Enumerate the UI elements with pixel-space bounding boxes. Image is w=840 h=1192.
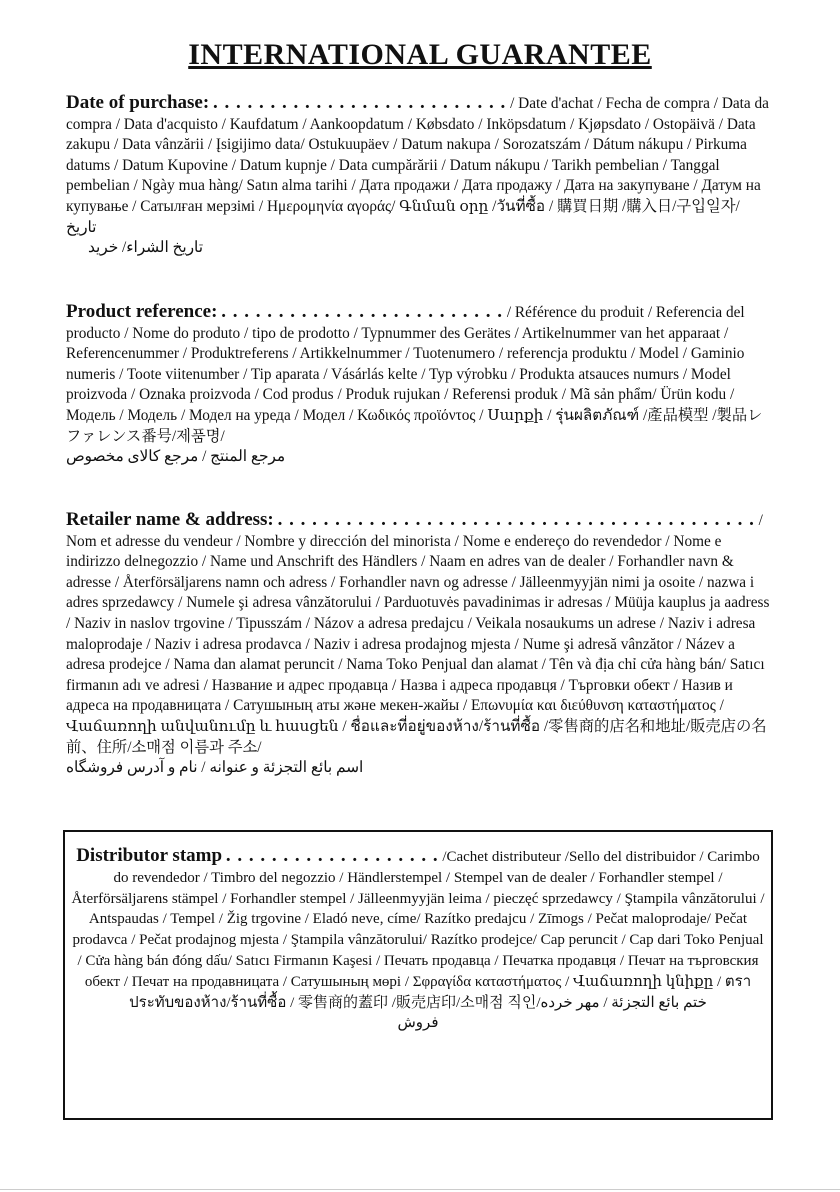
- retailer-label: Retailer name & address:: [66, 509, 274, 530]
- distributor-stamp-translations: /Cachet distributeur /Sello del distribuidor / Carimbo do revendedor / Timbro del negozzio / Händlerstempel / Stempel van de dealer / Forhandler stempel / Återförsäljarens stämpel / Forhandler stempel / Jälleenmyyjän leima / pieczęć sprzedawcy / Ştampila vânzătorului / Antspaudas / Tempel / Žig trgovine / Eladó neve, címe/ Razítko predajcu / Zīmogs / Pečat maloprodaje/ Pečat prodavca / Pečat prodajnog mjesta / Ştampila vânzătorului/ Razítko prodejce/ Cap peruncit / Cap dari Toko Penjual / Cửa hàng bán đóng dấu/ Satıcı Firmanın Kaşesi / Печать продавца / Печатка продавця / Печат на търговския обект / Печат на продавницата / Сатушының мөрі / Σφραγίδα καταστήματος / Վաճառողի կնիքը / ตราประทับของห้าง/ร้านที่ซื้อ / 零售商的蓋印 /販売店印/소매점 직인/ختم بائع التجزئة / مهر خرده: [71, 849, 765, 1011]
- retailer-section: [66, 510, 774, 779]
- retailer-translations: / Nom et adresse du vendeur / Nombre y dirección del minorista / Nome e endereço do revendedor / Nome e indirizzo delnegozzio / Name und Anschrift des Händlers / Naam en adres van de dealer / Forhandler navn & adresse / Återförsäljarens namn och adress / Forhandler navn og adresse / Jälleenmyyjän nimi ja osoite / nazwa i adres sprzedawcy / Numele şi adresa vânzătorului / Parduotuvės pavadinimas ir adresas / Müüja kauplus ja aadress / Naziv in naslov trgovine / Tipusszám / Názov a adresa predajcu / Veikala nosaukums un adrese / Naziv i adresa maloprodaje / Naziv i adresa prodavca / Naziv i adresa prodajnog mjesta / Nume şi adresă vânzător / Název a adresa prodejce / Nama dan alamat peruncit / Nama Toko Penjual dan alamat / Tên và địa chỉ cửa hàng bán/ Satıcı firmanın adı ve adresi / Название и адрес продавца / Назва і адреса продавця / Търговки обект / Назив и адреса на продавницата / Сатушының аты және мекен-жайы / Επωνυμία και διεύθυνση καταστήματος / Վաճառողի անվանումը և հասցեն / ชื่อและที่อยู่ของห้าง/ร้านที่ซื้อ /零售商的店名和地址/販売店の名前、住所/소매점 이름과 주소/: [66, 512, 770, 756]
- purchase-date-section: [66, 93, 774, 259]
- purchase-date-label: Date of purchase:: [66, 92, 210, 113]
- retailer-rtl-line: اسم بائع التجزئة و عنوانه / نام و آدرس فروشگاه: [66, 759, 364, 777]
- retailer-fill-line[interactable]: . . . . . . . . . . . . . . . . . . . . . . . . . . . . . . . . . . . . . . . . . .: [277, 509, 755, 530]
- distributor-stamp-fill-line: . . . . . . . . . . . . . . . . . . .: [225, 845, 439, 866]
- product-reference-fill-line[interactable]: . . . . . . . . . . . . . . . . . . . . . . . . .: [221, 301, 503, 322]
- product-reference-rtl-line: مرجع المنتج / مرجع کالای مخصوص: [66, 448, 286, 466]
- distributor-stamp-box[interactable]: [63, 830, 773, 1120]
- distributor-stamp-label: Distributor stamp: [76, 845, 223, 866]
- product-reference-label: Product reference:: [66, 301, 218, 322]
- product-reference-section: [66, 302, 774, 468]
- purchase-date-fill-line[interactable]: . . . . . . . . . . . . . . . . . . . . . . . . . .: [213, 92, 507, 113]
- page-title: INTERNATIONAL GUARANTEE: [188, 38, 652, 71]
- page-edge-divider: [0, 1189, 840, 1190]
- purchase-date-translations: / Date d'achat / Fecha de compra / Data da compra / Data d'acquisto / Kaufdatum / Aankoopdatum / Købsdato / Inköpsdatum / Kjøpsdato / Ostopäivä / Data zakupu / Data vânzării / Įsigijimo data/ Ostukuupäev / Datum nakupa / Sorozatszám / Dátum nákupu / Pirkuma datums / Datum Kupovine / Datum kupnje / Data cumpărării / Datum nákupu / Tarikh pembelian / Tanggal pembelian / Ngày mua hàng/ Satın alma tarihi / Дата продажи / Дата продажу / Дата на закупуване / Датум на купување / Сатылған мерзімі / Ημερομηνία αγοράς/ Գնման օրը /วันที่ซื้อ / 購買日期 /購入日/구입일자/ تاريخ: [66, 95, 769, 236]
- distributor-stamp-rtl-line: فروش: [397, 1015, 439, 1032]
- purchase-date-rtl-line: تاريخ الشراء/ خريد: [88, 239, 203, 257]
- product-reference-translations: / Référence du produit / Referencia del producto / Nome do produto / tipo de prodotto / Typnummer des Gerätes / Artikelnummer van het apparaat / Referencenummer / Produktreferens / Artikkelnummer / Tuotenumero / referencja produktu / Model / Gaminio numeris / Toote viitenumber / Tip aparata / Vásárlás kelte / Typ výrobku / Produkta atsauces numurs / Model proizvoda / Oznaka proizvoda / Cod produs / Produk rujukan / Referensi produk / Mã sản phẩm/ Ürün kodu / Модель / Модель / Модел на уреда / Модел / Κωδικός προϊόντος / Սարքի / รุ่นผลิตภัณฑ์ /產品模型 /製品レファレンス番号/제품명/: [66, 304, 763, 445]
